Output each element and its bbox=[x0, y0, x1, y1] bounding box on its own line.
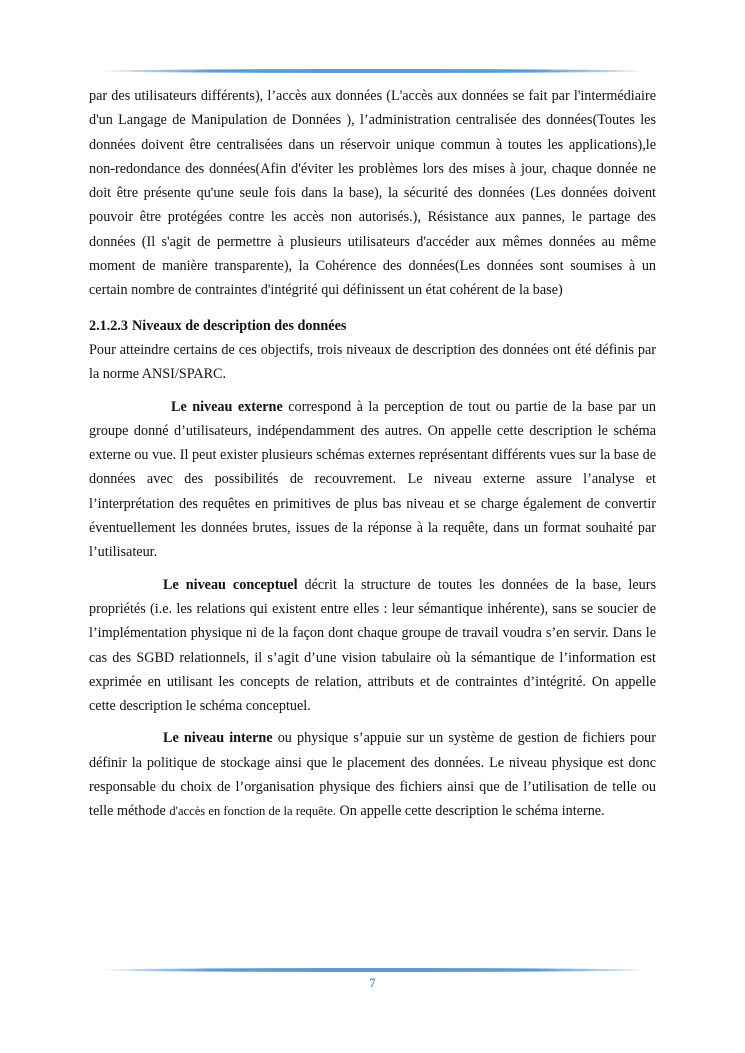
text-niveau-interne-b: On appelle cette description le schéma interne. bbox=[335, 803, 605, 820]
paragraph-intro: Pour atteindre certains de ces objectifs, trois niveaux de description des données ont été définis par la norme ANSI/SPARC. bbox=[89, 341, 656, 383]
paragraph-objectifs: par des utilisateurs différents), l’accès aux données (L'accès aux données se fait par l'intermédiaire d'un Langage de Manipulation de Données ), l’administration centralisée des données(Toutes les données doivent être centralisées dans un réservoir unique commun à toutes les applications),le non-redondance des données(Afin d'éviter les problèmes lors des mises à jour, chaque donnée ne doit être présente qu'une seule fois dans la base), la sécurité des données (Les données doivent pouvoir être protégées contre les accès non autorisés.), Résistance aux pannes, le partage des données (Il s'agit de permettre à plusieurs utilisateurs d'accéder aux mêmes données au même moment de manière transparente), la Cohérence des données(Les données sont soumises à un certain nombre de contraintes d'intégrité qui définissent un état cohérent de la base) bbox=[89, 88, 656, 299]
lead-niveau-interne: Le niveau interne bbox=[163, 730, 273, 747]
paragraph-niveau-interne bbox=[89, 726, 656, 823]
text-niveau-externe: correspond à la perception de tout ou partie de la base par un groupe donné d’utilisateurs, indépendamment des autres. On appelle cette description le schéma externe ou vue. Il peut exister plusieurs schémas externes représentant différents vues sur la base de données avec des possibilités de recouvrement. Le niveau externe assure l’analyse et l’interprétation des requêtes en primitives de plus bas niveau et se charge également de convertir éventuellement les données brutes, issues de la réponse à la requête, dans un format souhaité par l’utilisateur. bbox=[89, 398, 656, 561]
paragraph-niveau-externe bbox=[89, 395, 656, 565]
lead-niveau-conceptuel: Le niveau conceptuel bbox=[163, 576, 298, 593]
text-niveau-conceptuel: décrit la structure de toutes les données de la base, leurs propriétés (i.e. les relations qui existent entre elles : leur sémantique inhérente), sans se soucier de l’implémentation physique ni de la façon dont chaque groupe de travail voudra s’en servir. Dans le cas des SGBD relationnels, il s’agit d’une vision tabulaire où la sémantique de l’information est exprimée en utilisant les concepts de relation, attributs et de contraintes d’intégrité. On appelle cette description le schéma conceptuel. bbox=[89, 576, 656, 715]
lead-niveau-externe: Le niveau externe bbox=[171, 398, 283, 415]
section-heading bbox=[89, 314, 656, 338]
text-niveau-interne-a: ou physique s’appuie sur un système de gestion de fichiers pour définir la politique de stockage ainsi que le placement des données. Le niveau physique est donc responsable du choix de l’organisation physique des fichiers ainsi que de l’utilisation de telle ou telle méthode bbox=[89, 730, 656, 820]
section-number: 2.1.2.3 bbox=[89, 317, 129, 334]
page-number: 7 bbox=[369, 975, 376, 990]
footer-rule bbox=[104, 968, 644, 972]
text-niveau-interne-small: d'accès en fonction de la requête. bbox=[169, 804, 336, 819]
page-body bbox=[89, 84, 656, 824]
header-rule bbox=[104, 69, 644, 73]
paragraph-niveau-conceptuel bbox=[89, 573, 656, 719]
section-title: Niveaux de description des données bbox=[132, 317, 347, 334]
